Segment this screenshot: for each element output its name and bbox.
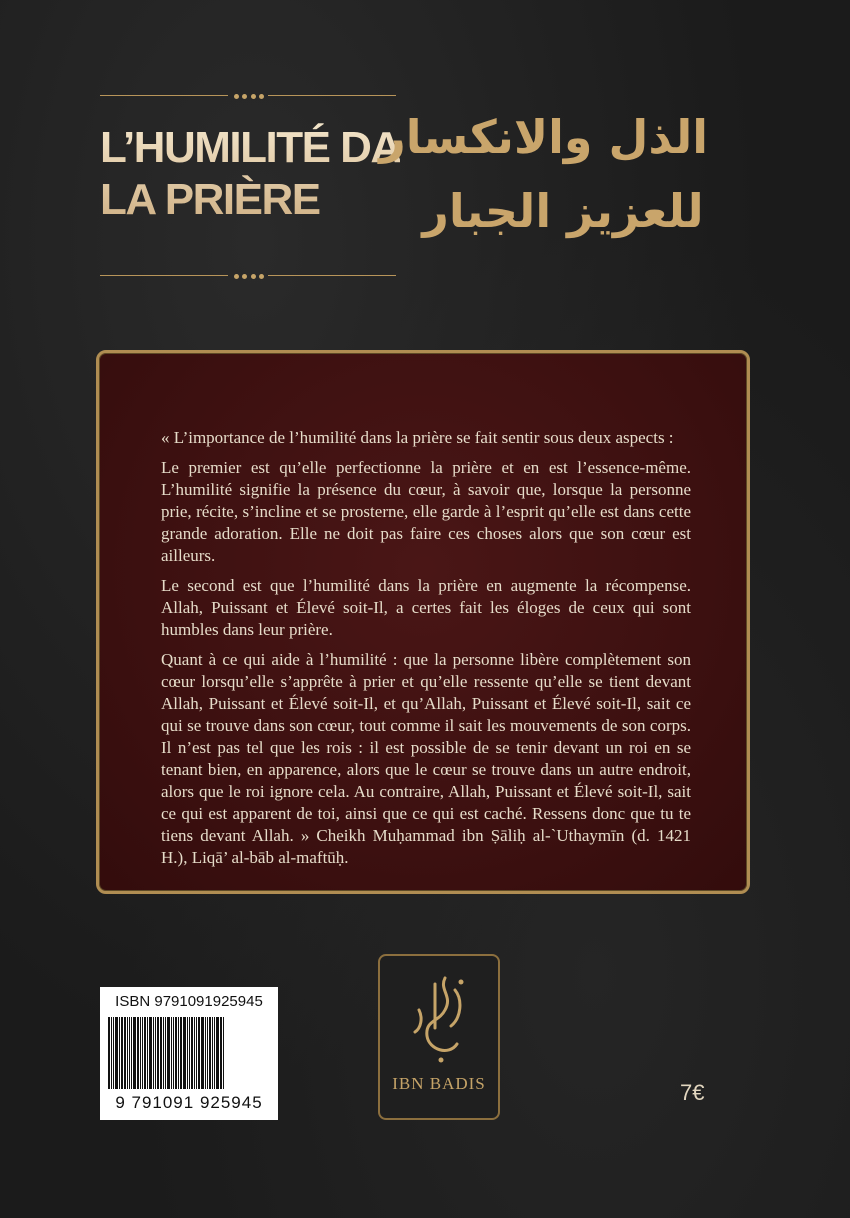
quote-paragraph-4: Quant à ce qui aide à l’humilité : que la personne libère complètement son cœur lorsqu’elle s’apprête à prier et qu’elle ressente qu’elle se tient devant Allah, Puissant et Élevé soit-Il, et qu’Allah, Puissant et Élevé soit-Il, sait ce qui se trouve dans son cœur, tout comme il sait les mouvements de son corps. Il n’est pas tel que les rois : il est possible de se tenir devant un roi en se tenant bien, en apparence, alors que le cœur se trouve dans un autre endroit, alors que le roi ignore cela. Au contraire, Allah, Puissant et Élevé soit-Il, sait ce qui est apparent de toi, ainsi que ce qui est caché. Ressens donc que tu te tiens devant Allah. » Cheikh Muḥammad ibn Ṣāliḥ al-`Uthaymīn (d. 1421 H.), Liqā’ al-bāb al-maftūḥ. [161,650,691,867]
barcode-bars [108,1017,270,1089]
barcode-bar [133,1017,136,1089]
barcode-bar [157,1017,159,1089]
publisher-name: IBN BADIS [392,1074,486,1093]
ornament-divider-top [100,92,396,100]
isbn-label: ISBN 9791091925945 [115,993,263,1010]
barcode-bar [216,1017,219,1089]
barcode-bar [212,1017,213,1089]
isbn-barcode [100,987,278,1120]
barcode-bar [196,1017,197,1089]
barcode-bar [189,1017,190,1089]
barcode-bar [113,1017,114,1089]
barcode-bar [194,1017,195,1089]
barcode-bar [131,1017,132,1089]
barcode-bar [140,1017,141,1089]
price: 7€ [680,1080,705,1105]
barcode-bar [129,1017,130,1089]
ornament-divider-bottom [100,272,396,280]
barcode-bar [214,1017,215,1089]
arabic-title-line-1: الذل والانكسار [379,110,708,164]
barcode-bar [223,1017,224,1089]
barcode-bar [173,1017,174,1089]
barcode-bar [111,1017,112,1089]
quote-paragraph-1: « L’importance de l’humilité dans la prière se fait sentir sous deux aspects : [161,428,674,447]
barcode-bar [121,1017,123,1089]
barcode-bar [171,1017,172,1089]
quote-paragraph-2: Le premier est qu’elle perfectionne la prière et en est l’essence-même. L’humilité signifie la présence du cœur, à savoir que, lorsque la personne prie, récite, s’incline et se prosterne, elle garde à l’esprit qu’elle est dans cette grande adoration. Elle ne doit pas faire ces choses alors que son cœur est ailleurs. [161,458,691,565]
barcode-bar [209,1017,211,1089]
barcode-bar [160,1017,162,1089]
barcode-bar [155,1017,156,1089]
barcode-bar [187,1017,188,1089]
barcode-bar [201,1017,204,1089]
arabic-calligraphy-title [379,100,708,280]
calligraphy-emblem-icon [405,970,475,1066]
barcode-bar [220,1017,222,1089]
barcode-bar [147,1017,148,1089]
arabic-title-line-2: للعزيز الجبار [422,184,704,238]
isbn-digits: 9 791091 925945 [115,1093,263,1112]
barcode-bar [180,1017,182,1089]
barcode-bar [124,1017,126,1089]
barcode-bar [163,1017,164,1089]
barcode-bar [191,1017,193,1089]
barcode-bar [127,1017,128,1089]
barcode-bar [205,1017,206,1089]
barcode-bar [207,1017,208,1089]
barcode-bar [149,1017,152,1089]
barcode-bar [137,1017,139,1089]
title-line-1: L’HUMILITÉ DANS [100,123,459,172]
title-line-2: LA PRIÈRE [100,175,320,224]
barcode-bar [183,1017,186,1089]
quote-paragraph-3: Le second est que l’humilité dans la prière en augmente la récompense. Allah, Puissant et Élevé soit-Il, a certes fait les éloges de ceux qui sont humbles dans leur prière. [161,576,691,639]
publisher-logo [378,954,500,1120]
barcode-bar [115,1017,118,1089]
barcode-bar [142,1017,143,1089]
barcode-bar [108,1017,110,1089]
barcode-bar [165,1017,166,1089]
title-block [100,92,459,282]
barcode-bar [144,1017,146,1089]
quote-panel [96,350,750,894]
barcode-bar [167,1017,170,1089]
barcode-bar [198,1017,200,1089]
barcode-bar [119,1017,120,1089]
barcode-bar [178,1017,179,1089]
book-title [100,122,459,226]
quote-text [161,427,691,877]
barcode-bar [175,1017,177,1089]
barcode-bar [153,1017,154,1089]
